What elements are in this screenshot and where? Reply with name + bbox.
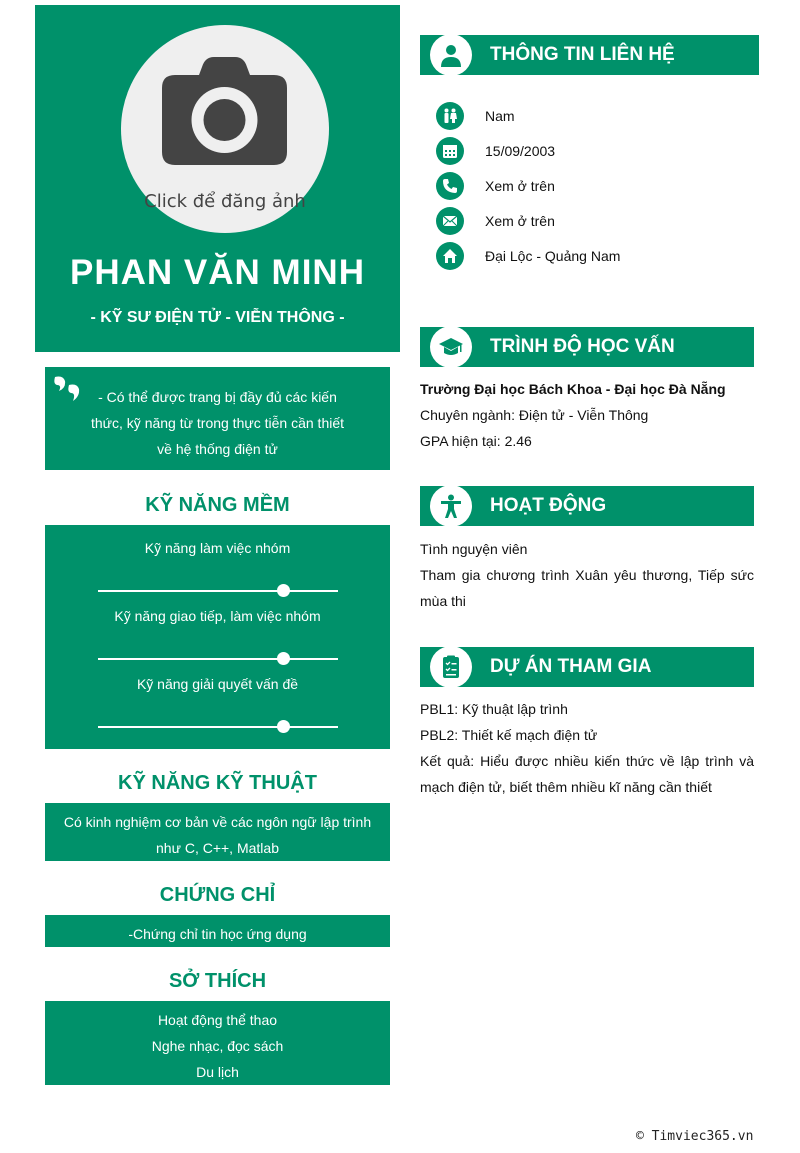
certificates-text: -Chứng chỉ tin học ứng dụng [128,926,307,942]
certificates-box [45,915,390,947]
activities-title: HOẠT ĐỘNG [490,495,607,516]
gender-text: Nam [485,108,515,124]
skill-label: Kỹ năng làm việc nhóm [144,540,291,556]
phone-icon [436,172,464,200]
graduation-cap-icon [439,335,463,359]
projects-header [420,647,754,687]
photo-label: Click để đăng ảnh [144,191,306,212]
activities-header [420,486,754,526]
objective-box [45,367,390,470]
skill-knob [277,720,290,733]
skill-bar [98,658,338,660]
tech-skills-title: KỸ NĂNG KỸ THUẬT [118,772,317,794]
quote-icon [53,375,85,403]
mail-icon [436,207,464,235]
hobby-item: Hoạt động thể thao [157,1012,278,1028]
activity-line: Tình nguyện viên [420,541,528,557]
education-icon-circle [430,326,472,368]
education-title: TRÌNH ĐỘ HỌC VẤN [490,336,675,357]
activities-icon-circle [430,485,472,527]
gender-icon [436,102,464,130]
activities-details [420,536,754,614]
address-text: Đại Lộc - Quảng Nam [485,248,621,264]
profile-header [35,5,400,352]
person-icon [439,43,463,67]
checklist-icon [439,655,463,679]
education-header [420,327,754,367]
phone-text: Xem ở trên [485,178,555,194]
hobby-item: Nghe nhạc, đọc sách [151,1038,284,1054]
skill-item [45,540,390,556]
education-details [420,376,754,454]
candidate-name: PHAN VĂN MINH [70,253,365,292]
skill-label: Kỹ năng giải quyết vấn đề [136,676,299,692]
tech-skills-box [45,803,390,861]
accessibility-icon [439,494,463,518]
skill-item [45,608,390,624]
activity-line: Tham gia chương trình Xuân yêu thương, Tiếp sức mùa thi [420,567,754,609]
camera-icon [162,57,287,165]
objective-text: - Có thể được trang bị đầy đủ các kiến thức, kỹ năng từ trong thực tiễn cần thiết về hệ thống điện tử [90,389,345,457]
contact-icon-circle [430,34,472,76]
projects-icon-circle [430,646,472,688]
skill-knob [277,652,290,665]
skill-knob [277,584,290,597]
project-line: PBL1: Kỹ thuật lập trình [420,701,568,717]
soft-skills-box [45,525,390,749]
hobbies-title: SỞ THÍCH [168,970,267,992]
skill-bar [98,726,338,728]
contact-header [420,35,759,75]
projects-title: DỰ ÁN THAM GIA [490,656,652,677]
skill-label: Kỹ năng giao tiếp, làm việc nhóm [114,608,321,624]
skill-bar [98,590,338,592]
projects-details [420,696,754,800]
gpa-text: GPA hiện tại: 2.46 [420,433,532,449]
major-text: Chuyên ngành: Điện tử - Viễn Thông [420,407,649,423]
birthday-text: 15/09/2003 [485,143,556,159]
job-title: - KỸ SƯ ĐIỆN TỬ - VIỄN THÔNG - [90,309,345,326]
avatar-upload[interactable] [121,25,329,233]
project-line: Kết quả: Hiểu được nhiều kiến thức về lập trình và mạch điện tử, biết thêm nhiều kĩ năng cần thiết [420,753,754,795]
soft-skills-title: KỸ NĂNG MỀM [145,494,290,516]
skill-item [45,676,390,692]
email-text: Xem ở trên [485,213,555,229]
contact-title: THÔNG TIN LIÊN HỆ [490,44,675,65]
footer-copyright[interactable]: © Timviec365.vn [636,1129,754,1144]
home-icon [436,242,464,270]
tech-skills-text: Có kinh nghiệm cơ bản về các ngôn ngữ lập trình như C, C++, Matlab [63,814,372,856]
project-line: PBL2: Thiết kế mạch điện tử [420,727,598,743]
hobby-item: Du lịch [196,1064,239,1080]
certificates-title: CHỨNG CHỈ [159,884,276,906]
calendar-icon [436,137,464,165]
school-name: Trường Đại học Bách Khoa - Đại học Đà Nẵng [420,381,726,397]
hobbies-box [45,1001,390,1085]
